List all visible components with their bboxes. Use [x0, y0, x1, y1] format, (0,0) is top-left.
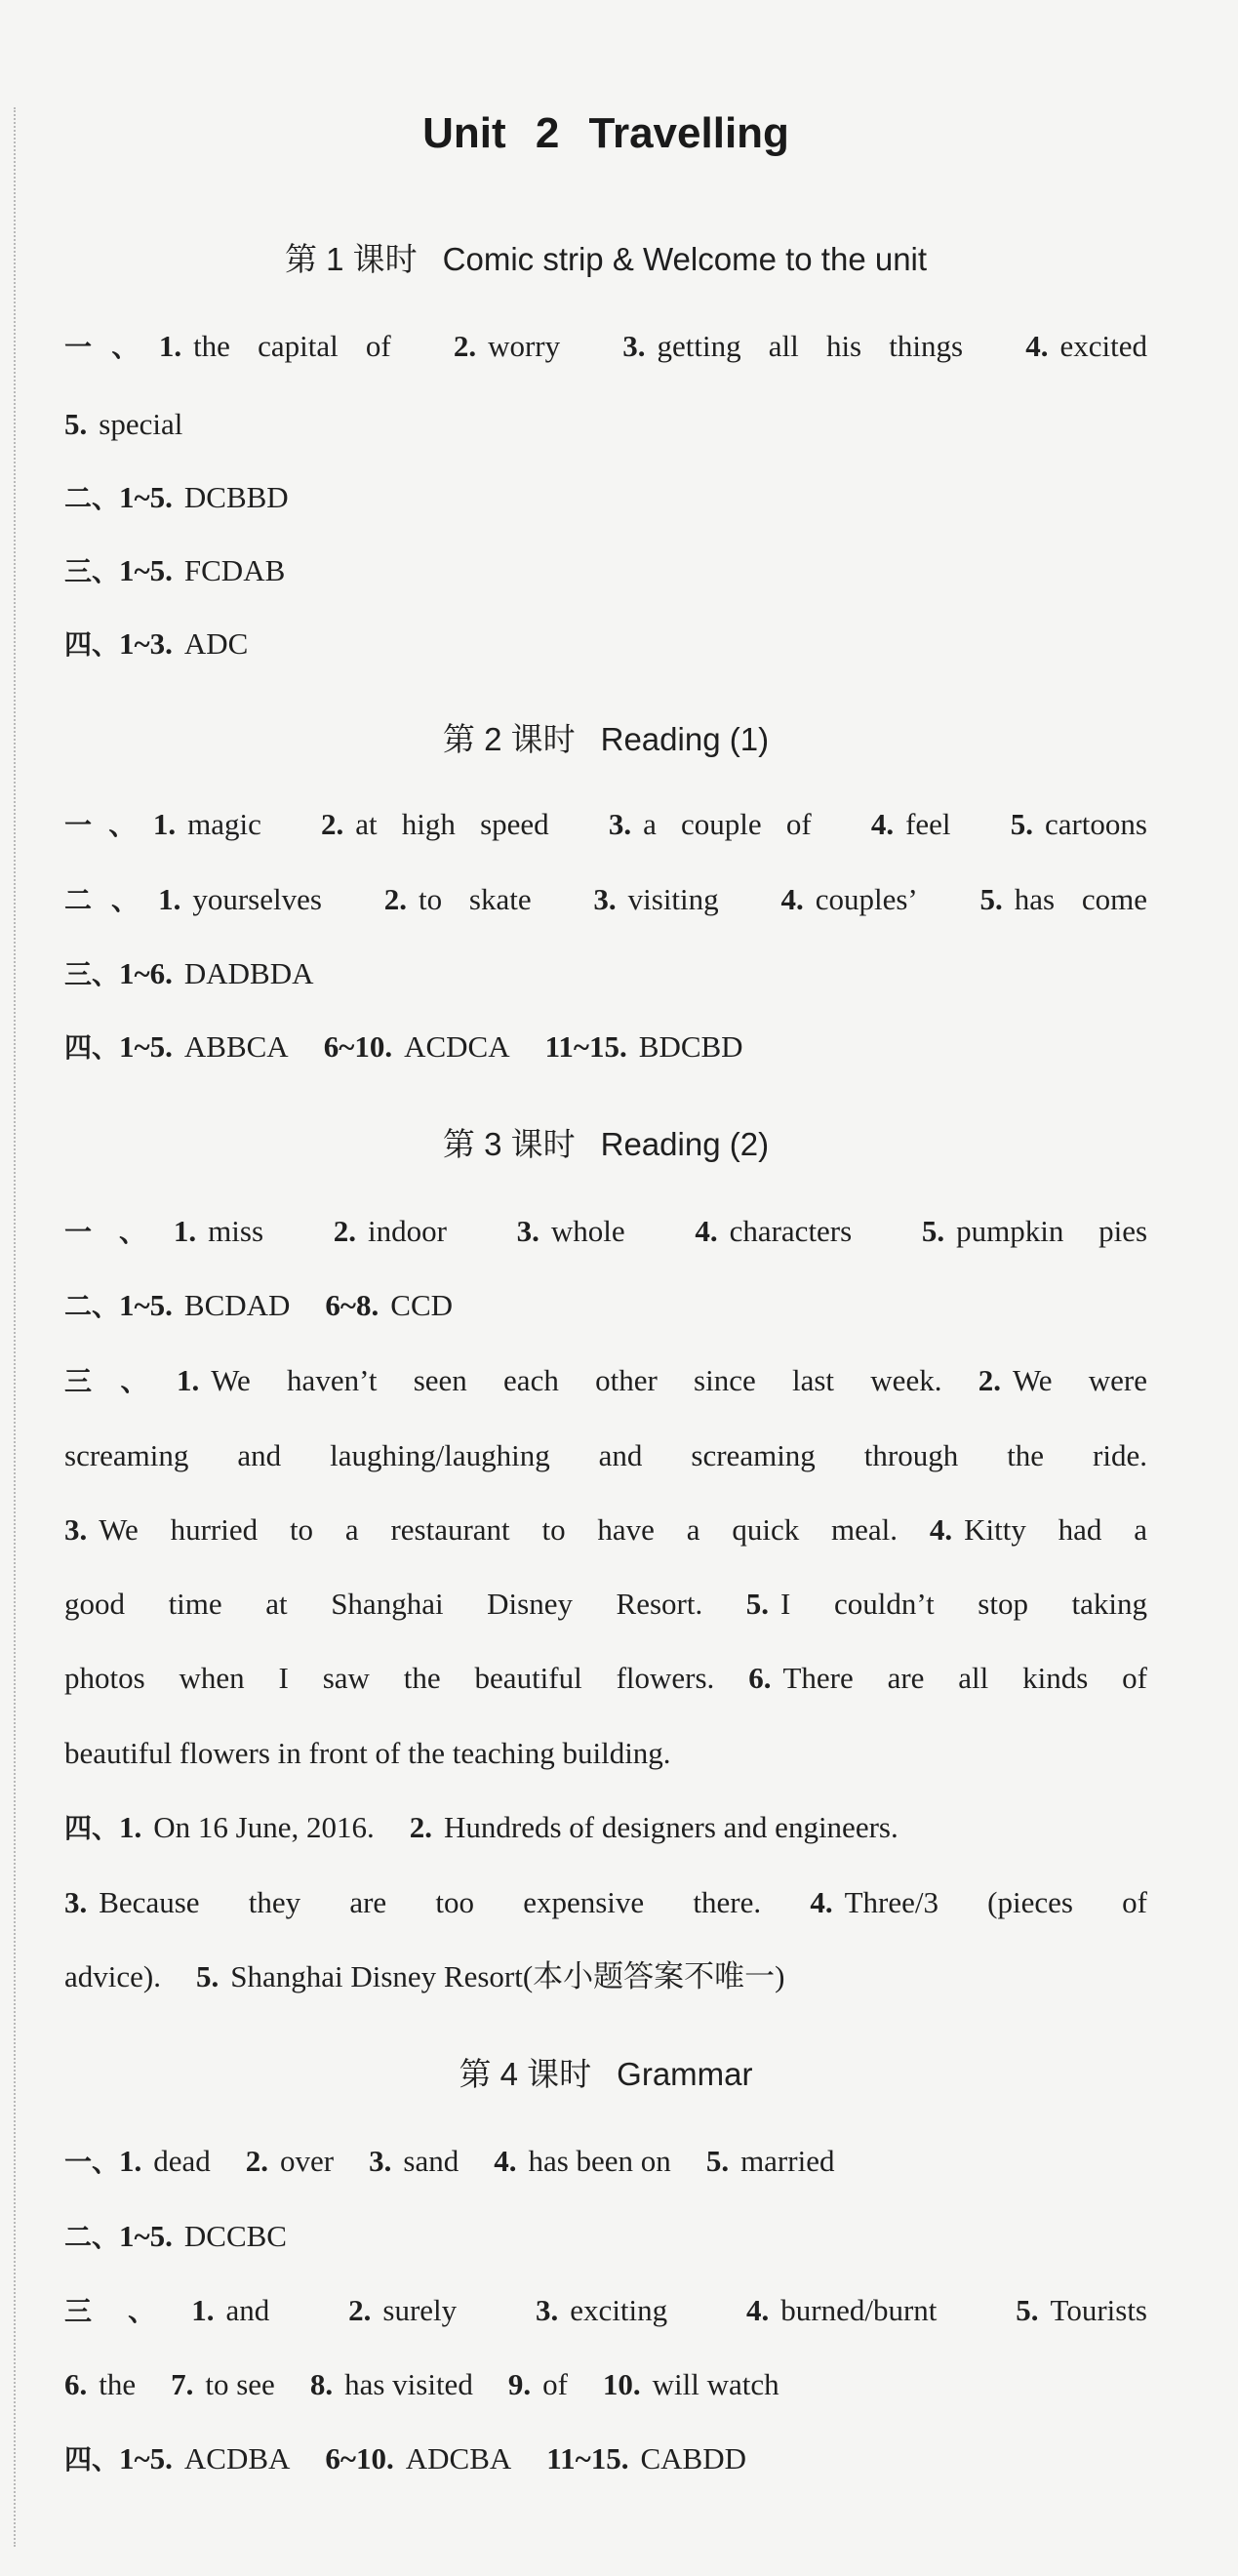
lesson-2-q3: 三、1~6. DADBDA [64, 956, 314, 990]
lesson-3-number: 第 3 课时 [442, 1126, 576, 1162]
lesson-2-q2: 二、1. yourselves 2. to skate 3. visiting 4. couples’ 5. has come [64, 882, 1148, 916]
lesson-1-q2: 二、1~5. DCBBD [64, 480, 289, 514]
lesson-2-q1: 一、1. magic 2. at high speed 3. a couple of 4. feel 5. cartoons [64, 807, 1147, 841]
lesson-2-heading [64, 714, 1147, 760]
lesson-3-q3-line3: 3. We hurried to a restaurant to have a quick meal. 4. Kitty had a [64, 1512, 1147, 1547]
lesson-4-q3-line1: 三、1. and 2. surely 3. exciting 4. burned/burnt 5. Tourists [64, 2293, 1147, 2327]
lesson-3-q4-line3: advice). 5. Shanghai Disney Resort(本小题答案不唯一) [64, 1959, 785, 1993]
lesson-1-name: Comic strip & Welcome to the unit [442, 241, 928, 277]
lesson-2-name: Reading (1) [600, 721, 770, 757]
margin-dotted-line [14, 107, 16, 2547]
lesson-3-q3-line1: 三、1. We haven’t seen each other since last week. 2. We were [64, 1363, 1147, 1397]
lesson-3-heading [64, 1119, 1147, 1165]
lesson-1-q1-line2: 5. special [64, 407, 183, 441]
lesson-1-q1: 一、1. the capital of 2. worry 3. getting all his things 4. excited [64, 329, 1147, 363]
lesson-1-heading [64, 234, 1147, 280]
unit-title: Unit 2 Travelling [422, 109, 789, 157]
lesson-4-q4: 四、1~5. ACDBA 6~10. ADCBA 11~15. CABDD [64, 2441, 746, 2475]
lesson-4-q3-line2: 6. the 7. to see 8. has visited 9. of 10. will watch [64, 2367, 779, 2401]
lesson-4-heading [64, 2049, 1147, 2095]
lesson-3-q2: 二、1~5. BCDAD 6~8. CCD [64, 1288, 454, 1322]
lesson-3-q4-line1: 四、1. On 16 June, 2016. 2. Hundreds of designers and engineers. [64, 1810, 899, 1844]
lesson-4-q1: 一、1. dead 2. over 3. sand 4. has been on 5. married [64, 2144, 835, 2178]
lesson-1-q3: 三、1~5. FCDAB [64, 553, 286, 587]
lesson-4-q2: 二、1~5. DCCBC [64, 2219, 287, 2253]
lesson-3-q3-line5: photos when I saw the beautiful flowers. 6. There are all kinds of [64, 1661, 1147, 1695]
lesson-1-q4: 四、1~3. ADC [64, 626, 249, 661]
lesson-3-q1: 一、1. miss 2. indoor 3. whole 4. characters 5. pumpkin pies [64, 1214, 1148, 1248]
lesson-2-number: 第 2 课时 [442, 721, 576, 757]
lesson-4-number: 第 4 课时 [459, 2056, 592, 2092]
lesson-3-q3-line4: good time at Shanghai Disney Resort. 5. I couldn’t stop taking [64, 1587, 1147, 1621]
lesson-1-number: 第 1 课时 [284, 241, 418, 277]
lesson-3-q4-line2: 3. Because they are too expensive there. 4. Three/3 (pieces of [64, 1885, 1148, 1919]
lesson-4-name: Grammar [617, 2056, 753, 2092]
lesson-2-q4: 四、1~5. ABBCA 6~10. ACDCA 11~15. BDCBD [64, 1029, 743, 1064]
lesson-3-name: Reading (2) [600, 1126, 770, 1162]
lesson-3-q3-line2: screaming and laughing/laughing and screaming through the ride. [64, 1438, 1147, 1472]
lesson-3-q3-line6: beautiful flowers in front of the teaching building. [64, 1736, 671, 1770]
